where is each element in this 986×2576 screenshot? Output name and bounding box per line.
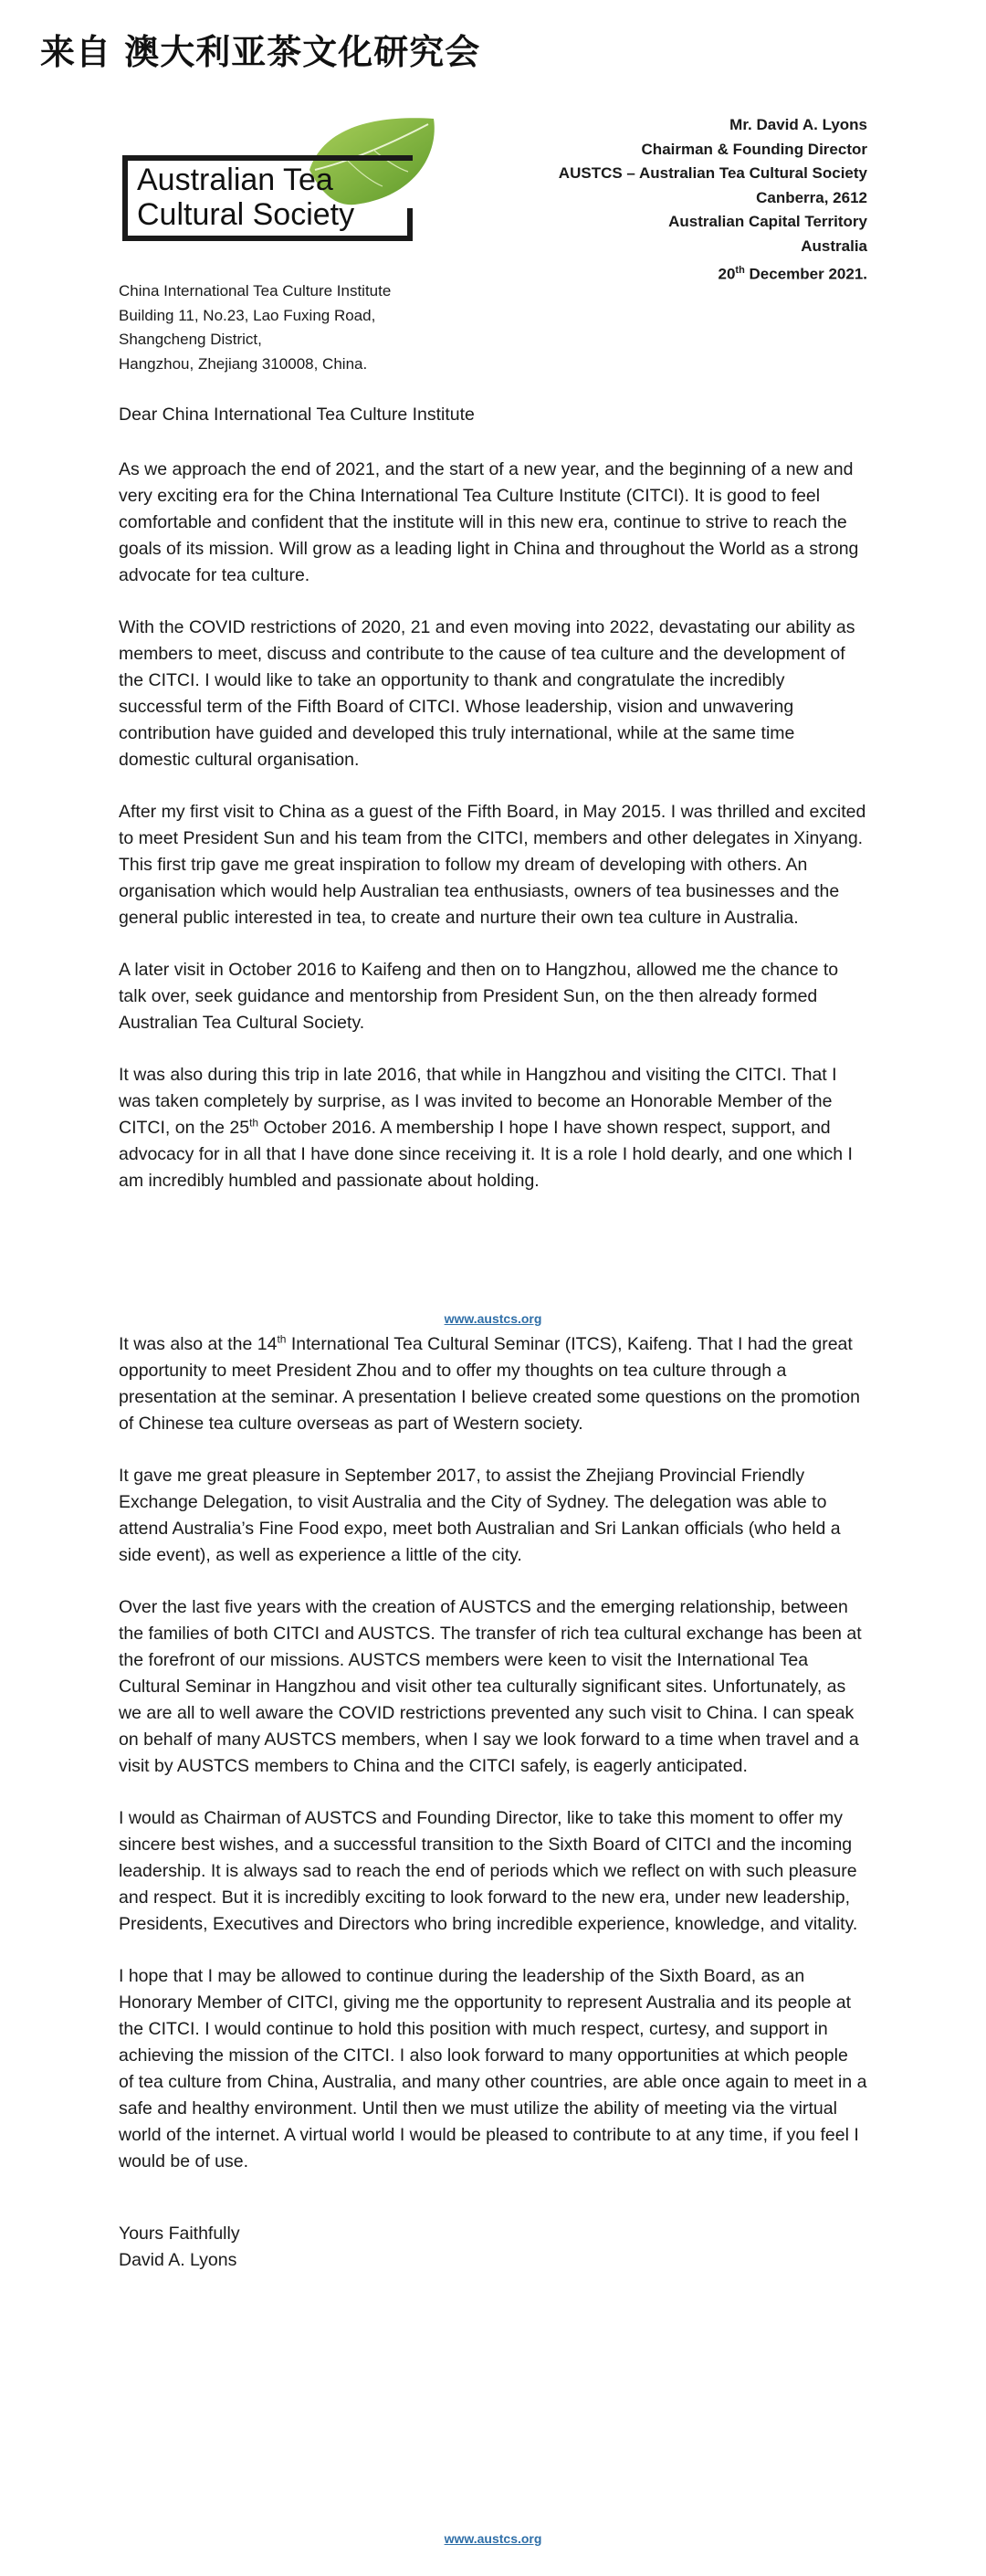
paragraph-5 bbox=[119, 1062, 867, 1194]
recipient-line-3: Shangcheng District, bbox=[119, 331, 262, 348]
closing-line: Yours Faithfully bbox=[119, 2224, 240, 2244]
sender-address bbox=[559, 113, 867, 287]
salutation: Dear China International Tea Culture Institute bbox=[119, 405, 475, 425]
paragraph-6-sup: th bbox=[277, 1332, 287, 1346]
page-heading: 来自 澳大利亚茶文化研究会 bbox=[40, 32, 481, 72]
paragraph-8: Over the last five years with the creation of AUSTCS and the emerging relationship, between the families of both CITCI and AUSTCS. The transfer of rich tea cultural exchange has been at the forefront of our missions. AUSTCS members were keen to visit the International Tea Cultural Seminar in Hangzhou and visit other tea culturally significant sites. Unfortunately, as we are all to well aware the COVID restrictions prevented any such visit to China. I can speak on behalf of many AUSTCS members, when I say we look forward to a time when travel and a visit by AUSTCS members to China and the CITCI safely, is eagerly anticipated. bbox=[119, 1597, 862, 1776]
paragraph-6-part-b: International Tea Cultural Seminar (ITCS), Kaifeng. That I had the great opportunity to meet President Zhou and to offer my thoughts on tea culture through a presentation at the seminar. A presentation I believe created some questions on the promotion of Chinese tea culture overseas as part of Western society. bbox=[119, 1334, 860, 1434]
recipient-line-4: Hangzhou, Zhejiang 310008, China. bbox=[119, 354, 368, 373]
paragraph-5-part-a: It was also during this trip in late 2016, that while in Hangzhou and visiting the CITCI. That I was taken completely by surprise, as I was invited to become an Honorable Member of the CITCI, on the 25 bbox=[119, 1065, 837, 1138]
signatory-name: David A. Lyons bbox=[119, 2250, 237, 2270]
date-rest: December 2021. bbox=[744, 265, 867, 283]
paragraph-9: I would as Chairman of AUSTCS and Founding Director, like to take this moment to offer my sincere best wishes, and a successful transition to the Sixth Board of CITCI and the incoming leadership. It is always sad to reach the end of periods which we reflect on with such pleasure and respect. But it is incredibly exciting to look forward to the new era, under new leadership, Presidents, Executives and Directors who bring incredible experience, knowledge, and vitality. bbox=[119, 1808, 858, 1934]
paragraph-6-part-a: It was also at the 14 bbox=[119, 1334, 278, 1354]
signoff bbox=[119, 2221, 240, 2274]
paragraph-5-sup: th bbox=[249, 1116, 259, 1130]
recipient-line-1: China International Tea Culture Institute bbox=[119, 282, 392, 300]
letter-body-page-1 bbox=[119, 457, 867, 1220]
paragraph-1: As we approach the end of 2021, and the start of a new year, and the beginning of a new and very exciting era for the China International Tea Culture Institute (CITCI). It is good to feel comfortable and confident that the institute will in this new era, continue to strive to reach the goals of its mission. Will grow as a leading light in China and throughout the World as a strong advocate for tea culture. bbox=[119, 459, 859, 585]
sender-city: Canberra, 2612 bbox=[756, 188, 867, 206]
footer-link-page-1[interactable]: www.austcs.org bbox=[444, 1311, 542, 1326]
letter-body-page-2 bbox=[119, 1331, 867, 2201]
sender-name: Mr. David A. Lyons bbox=[729, 116, 867, 133]
paragraph-10: I hope that I may be allowed to continue during the leadership of the Sixth Board, as an Honorary Member of CITCI, giving me the opportunity to represent Australia and its people at the CITCI. I would continue to hold this position with much respect, curtesy, and support in achieving the mission of the CITCI. I also look forward to many opportunities at which people of tea culture from China, Australia, and many other countries, are able once again to meet in a safe and healthy environment. Until then we must utilize the ability of meeting via the virtual world of the internet. A virtual world I would be pleased to contribute to at any time, if you feel I would be of use. bbox=[119, 1966, 867, 2171]
sender-role: Chairman & Founding Director bbox=[641, 140, 867, 158]
logo-line-2: Cultural Society bbox=[137, 197, 355, 232]
paragraph-4: A later visit in October 2016 to Kaifeng and then on to Hangzhou, allowed me the chance to talk over, seek guidance and mentorship from President Sun, on the then already formed Australian Tea Cultural Society. bbox=[119, 960, 839, 1033]
paragraph-6 bbox=[119, 1331, 867, 1437]
recipient-address bbox=[119, 279, 391, 376]
logo-line-1: Australian Tea bbox=[137, 163, 333, 197]
austcs-logo bbox=[119, 113, 466, 252]
paragraph-5-part-b: October 2016. A membership I hope I have shown respect, support, and advocacy for in all that I have done since receiving it. It is a role I hold dearly, and one which I am incredibly humbled and passionate about holding. bbox=[119, 1118, 853, 1191]
paragraph-7: It gave me great pleasure in September 2017, to assist the Zhejiang Provincial Friendly Exchange Delegation, to visit Australia and the City of Sydney. The delegation was able to attend Australia’s Fine Food expo, meet both Australian and Sri Lankan officials (who held a side event), as well as experience a little of the city. bbox=[119, 1466, 841, 1565]
sender-country: Australia bbox=[801, 237, 867, 255]
footer-link-page-2[interactable]: www.austcs.org bbox=[444, 2531, 542, 2546]
logo-frame-edge bbox=[407, 208, 413, 241]
letter-date bbox=[559, 258, 867, 287]
sender-territory: Australian Capital Territory bbox=[668, 213, 867, 230]
date-suffix: th bbox=[735, 265, 745, 276]
paragraph-2: With the COVID restrictions of 2020, 21 and even moving into 2022, devastating our ability as members to meet, discuss and contribute to the cause of tea culture and the development of the CITCI. I would like to take an opportunity to thank and congratulate the incredibly successful term of the Fifth Board of CITCI. Whose leadership, vision and unwavering contribution have guided and developed this truly international, while at the same time domestic cultural organisation. bbox=[119, 617, 855, 770]
sender-org: AUSTCS – Australian Tea Cultural Society bbox=[558, 164, 867, 182]
date-day: 20 bbox=[718, 265, 736, 283]
recipient-line-2: Building 11, No.23, Lao Fuxing Road, bbox=[119, 306, 376, 324]
logo-wordmark bbox=[137, 163, 354, 232]
paragraph-3: After my first visit to China as a guest of the Fifth Board, in May 2015. I was thrilled and excited to meet President Sun and his team from the CITCI, members and other delegates in Xinyang. This first trip gave me great inspiration to follow my dream of developing with others. An organisation which would help Australian tea enthusiasts, owners of tea businesses and the general public interested in tea, to create and nurture their own tea culture in Australia. bbox=[119, 802, 866, 928]
